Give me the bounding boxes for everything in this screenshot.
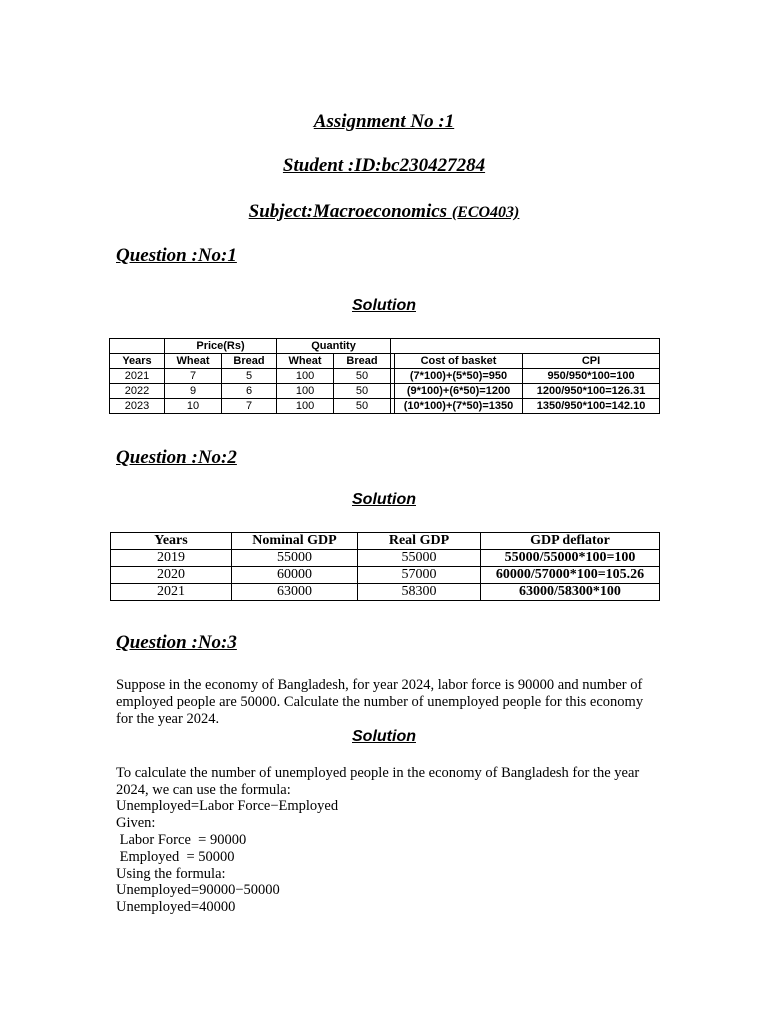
column-header: CPI <box>523 354 660 369</box>
table-cell: 5 <box>222 369 277 384</box>
table-cell: 50 <box>334 369 391 384</box>
calculation-line: Unemployed=90000−50000 <box>116 882 280 898</box>
table-cell: 2021 <box>111 584 232 601</box>
column-header: Real GDP <box>358 533 481 550</box>
table-cell: 63000/58300*100 <box>481 584 660 601</box>
column-header: Years <box>110 354 165 369</box>
table-cell: 58300 <box>358 584 481 601</box>
table-cell: 63000 <box>232 584 358 601</box>
table-cell: 100 <box>277 369 334 384</box>
table-cell: 55000 <box>232 550 358 567</box>
question-3-text: Suppose in the economy of Bangladesh, for year 2024, labor force is 90000 and number of employed people are 50000. Calculate the number of unemployed people for this economy for the year 2024. <box>116 677 644 727</box>
solution-intro: To calculate the number of unemployed people in the economy of Bangladesh for the year 2024, we can use the formula: <box>116 765 640 798</box>
table-cell: 6 <box>222 384 277 399</box>
formula-line: Unemployed=Labor Force−Employed <box>116 798 339 814</box>
table-row <box>111 567 660 584</box>
question-3-heading: Question :No:3 <box>116 632 237 653</box>
table-cell: 2021 <box>110 369 165 384</box>
student-id: Student :ID:bc230427284 <box>282 155 486 176</box>
column-header: Years <box>111 533 232 550</box>
column-header: Cost of basket <box>395 354 523 369</box>
question-1-heading: Question :No:1 <box>116 245 237 266</box>
table-cell: 50 <box>334 384 391 399</box>
assignment-title: Assignment No :1 <box>313 111 455 132</box>
table-row <box>110 384 660 399</box>
table-cell: 1200/950*100=126.31 <box>523 384 660 399</box>
table-cell: 60000 <box>232 567 358 584</box>
table-cell: 57000 <box>358 567 481 584</box>
table-cell: 7 <box>222 399 277 414</box>
column-header: Bread <box>334 354 391 369</box>
table-cell: 2023 <box>110 399 165 414</box>
table-row <box>111 584 660 601</box>
table-cell: 100 <box>277 399 334 414</box>
table-cell: 50 <box>334 399 391 414</box>
column-header: Wheat <box>165 354 222 369</box>
using-formula-label: Using the formula: <box>116 866 226 882</box>
subject-code: (ECO403) <box>451 204 520 221</box>
table-cell: 10 <box>165 399 222 414</box>
table-cell: 7 <box>165 369 222 384</box>
labor-force-value: Labor Force = 90000 <box>116 832 247 848</box>
column-header: GDP deflator <box>481 533 660 550</box>
subject-line <box>0 201 768 223</box>
table-header-row <box>110 354 660 369</box>
table-cell: (10*100)+(7*50)=1350 <box>395 399 523 414</box>
column-header: Nominal GDP <box>232 533 358 550</box>
question-3-solution-heading: Solution <box>352 728 416 745</box>
table-cell: 950/950*100=100 <box>523 369 660 384</box>
table-row <box>111 550 660 567</box>
given-label: Given: <box>116 815 156 831</box>
group-header-price: Price(Rs) <box>165 339 277 354</box>
cpi-table <box>109 338 660 414</box>
table-cell: 60000/57000*100=105.26 <box>481 567 660 584</box>
table-row <box>110 369 660 384</box>
table-cell: (7*100)+(5*50)=950 <box>395 369 523 384</box>
question-2-heading: Question :No:2 <box>116 447 237 468</box>
table-row <box>110 399 660 414</box>
table-cell: 100 <box>277 384 334 399</box>
table-cell: 55000/55000*100=100 <box>481 550 660 567</box>
table-cell: 2019 <box>111 550 232 567</box>
employed-value: Employed = 50000 <box>116 849 235 865</box>
table-cell: 2022 <box>110 384 165 399</box>
column-header: Bread <box>222 354 277 369</box>
group-header-quantity: Quantity <box>277 339 391 354</box>
table-cell: 9 <box>165 384 222 399</box>
column-header: Wheat <box>277 354 334 369</box>
question-1-solution-heading: Solution <box>352 297 416 314</box>
subject-name: Subject:Macroeconomics <box>248 201 452 222</box>
table-cell: 2020 <box>111 567 232 584</box>
question-2-solution-heading: Solution <box>352 491 416 508</box>
table-row <box>110 339 660 354</box>
table-cell: 55000 <box>358 550 481 567</box>
gdp-table <box>110 532 660 601</box>
result-line: Unemployed=40000 <box>116 899 236 915</box>
table-cell: (9*100)+(6*50)=1200 <box>395 384 523 399</box>
table-cell: 1350/950*100=142.10 <box>523 399 660 414</box>
table-header-row <box>111 533 660 550</box>
